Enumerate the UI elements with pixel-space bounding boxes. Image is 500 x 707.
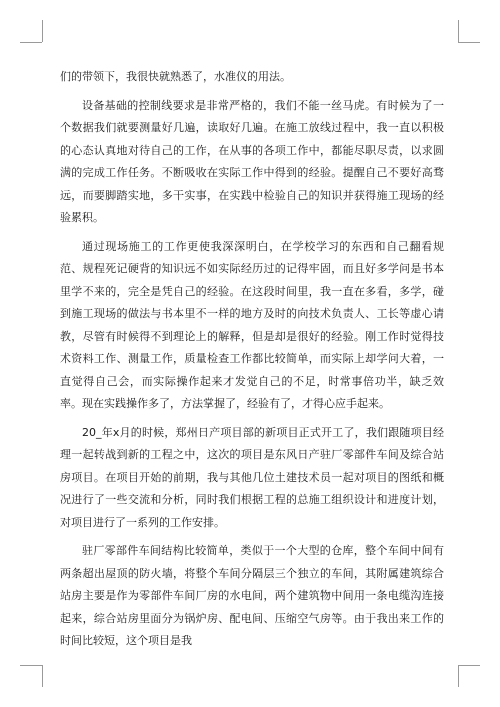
paragraph: 们的带领下，我很快就熟悉了，水准仪的用法。 [60,70,291,83]
crop-mark-bottom-right-horizontal [458,665,480,666]
paragraph: 通过现场施工的工作更使我深深明白，在学校学习的东西和自己翻看规范、规程死记硬背的知识远不如实际经历过的记得牢固，而且好多学问是书本里学不来的，完全是凭自己的经验。在这段时间里，我一直在多看，多学，碰到施工现场的做法与书本里不一样的地方及时的向技术负责人、工长等虚心请教，尽管有时候得不到理论上的解释，但是却是很好的经验。刚工作时觉得技术资料工作、测量工作，质量检查工作都比较简单，而实际上却学问大着，一直觉得自己会，而实际操作起来才发觉自己的不足，时常事倍功半，缺乏效率。现在实践操作多了，方法掌握了，经验有了，才得心应手起来。 [60,239,444,410]
crop-mark-bottom-left-vertical [42,665,43,687]
crop-mark-top-right-horizontal [458,42,480,43]
paragraph: 20_年x月的时候，郑州日产项目部的新项目正式开工了，我们跟随项目经理一起转战到新的工程之中，这次的项目是东风日产驻厂零部件车间及综合站房项目。在项目开始的前期，我与其他几位土建技术员一起对项目的图纸和概况进行了一些交流和分析，同时我们根据工程的总施工组织设计和进度计划，对项目进行了一系列的工作安排。 [60,425,444,529]
crop-mark-top-left-horizontal [20,42,42,43]
crop-mark-top-right-vertical [458,20,459,42]
crop-mark-bottom-left-horizontal [20,665,42,666]
crop-mark-bottom-right-vertical [458,665,459,687]
crop-mark-top-left-vertical [42,20,43,42]
paragraph: 驻厂零部件车间结构比较简单，类似于一个大型的仓库，整个车间中间有两条超出屋顶的防火墙，将整个车间分隔层三个独立的车间，其附属建筑综合站房主要是作为零部件车间厂房的水电间，两个建筑物中间用一条电缆沟连接起来，综合站房里面分为锅炉房、配电间、压缩空气房等。由于我出来工作的时间比较短，这个项目是我 [60,544,444,647]
paragraph: 设备基础的控制线要求是非常严格的，我们不能一丝马虎。有时候为了一个数据我们就要测量好几遍，读取好几遍。在施工放线过程中，我一直以积极的心态认真地对待自己的工作，在从事的各项工作中，都能尽职尽责，以求圆满的完成工作任务。不断吸收在实际工作中得到的经验。提醒自己不要好高骛远，而要脚踏实地，多干实事，在实践中检验自己的知识并获得施工现场的经验累积。 [60,98,444,224]
document-body [60,66,444,653]
